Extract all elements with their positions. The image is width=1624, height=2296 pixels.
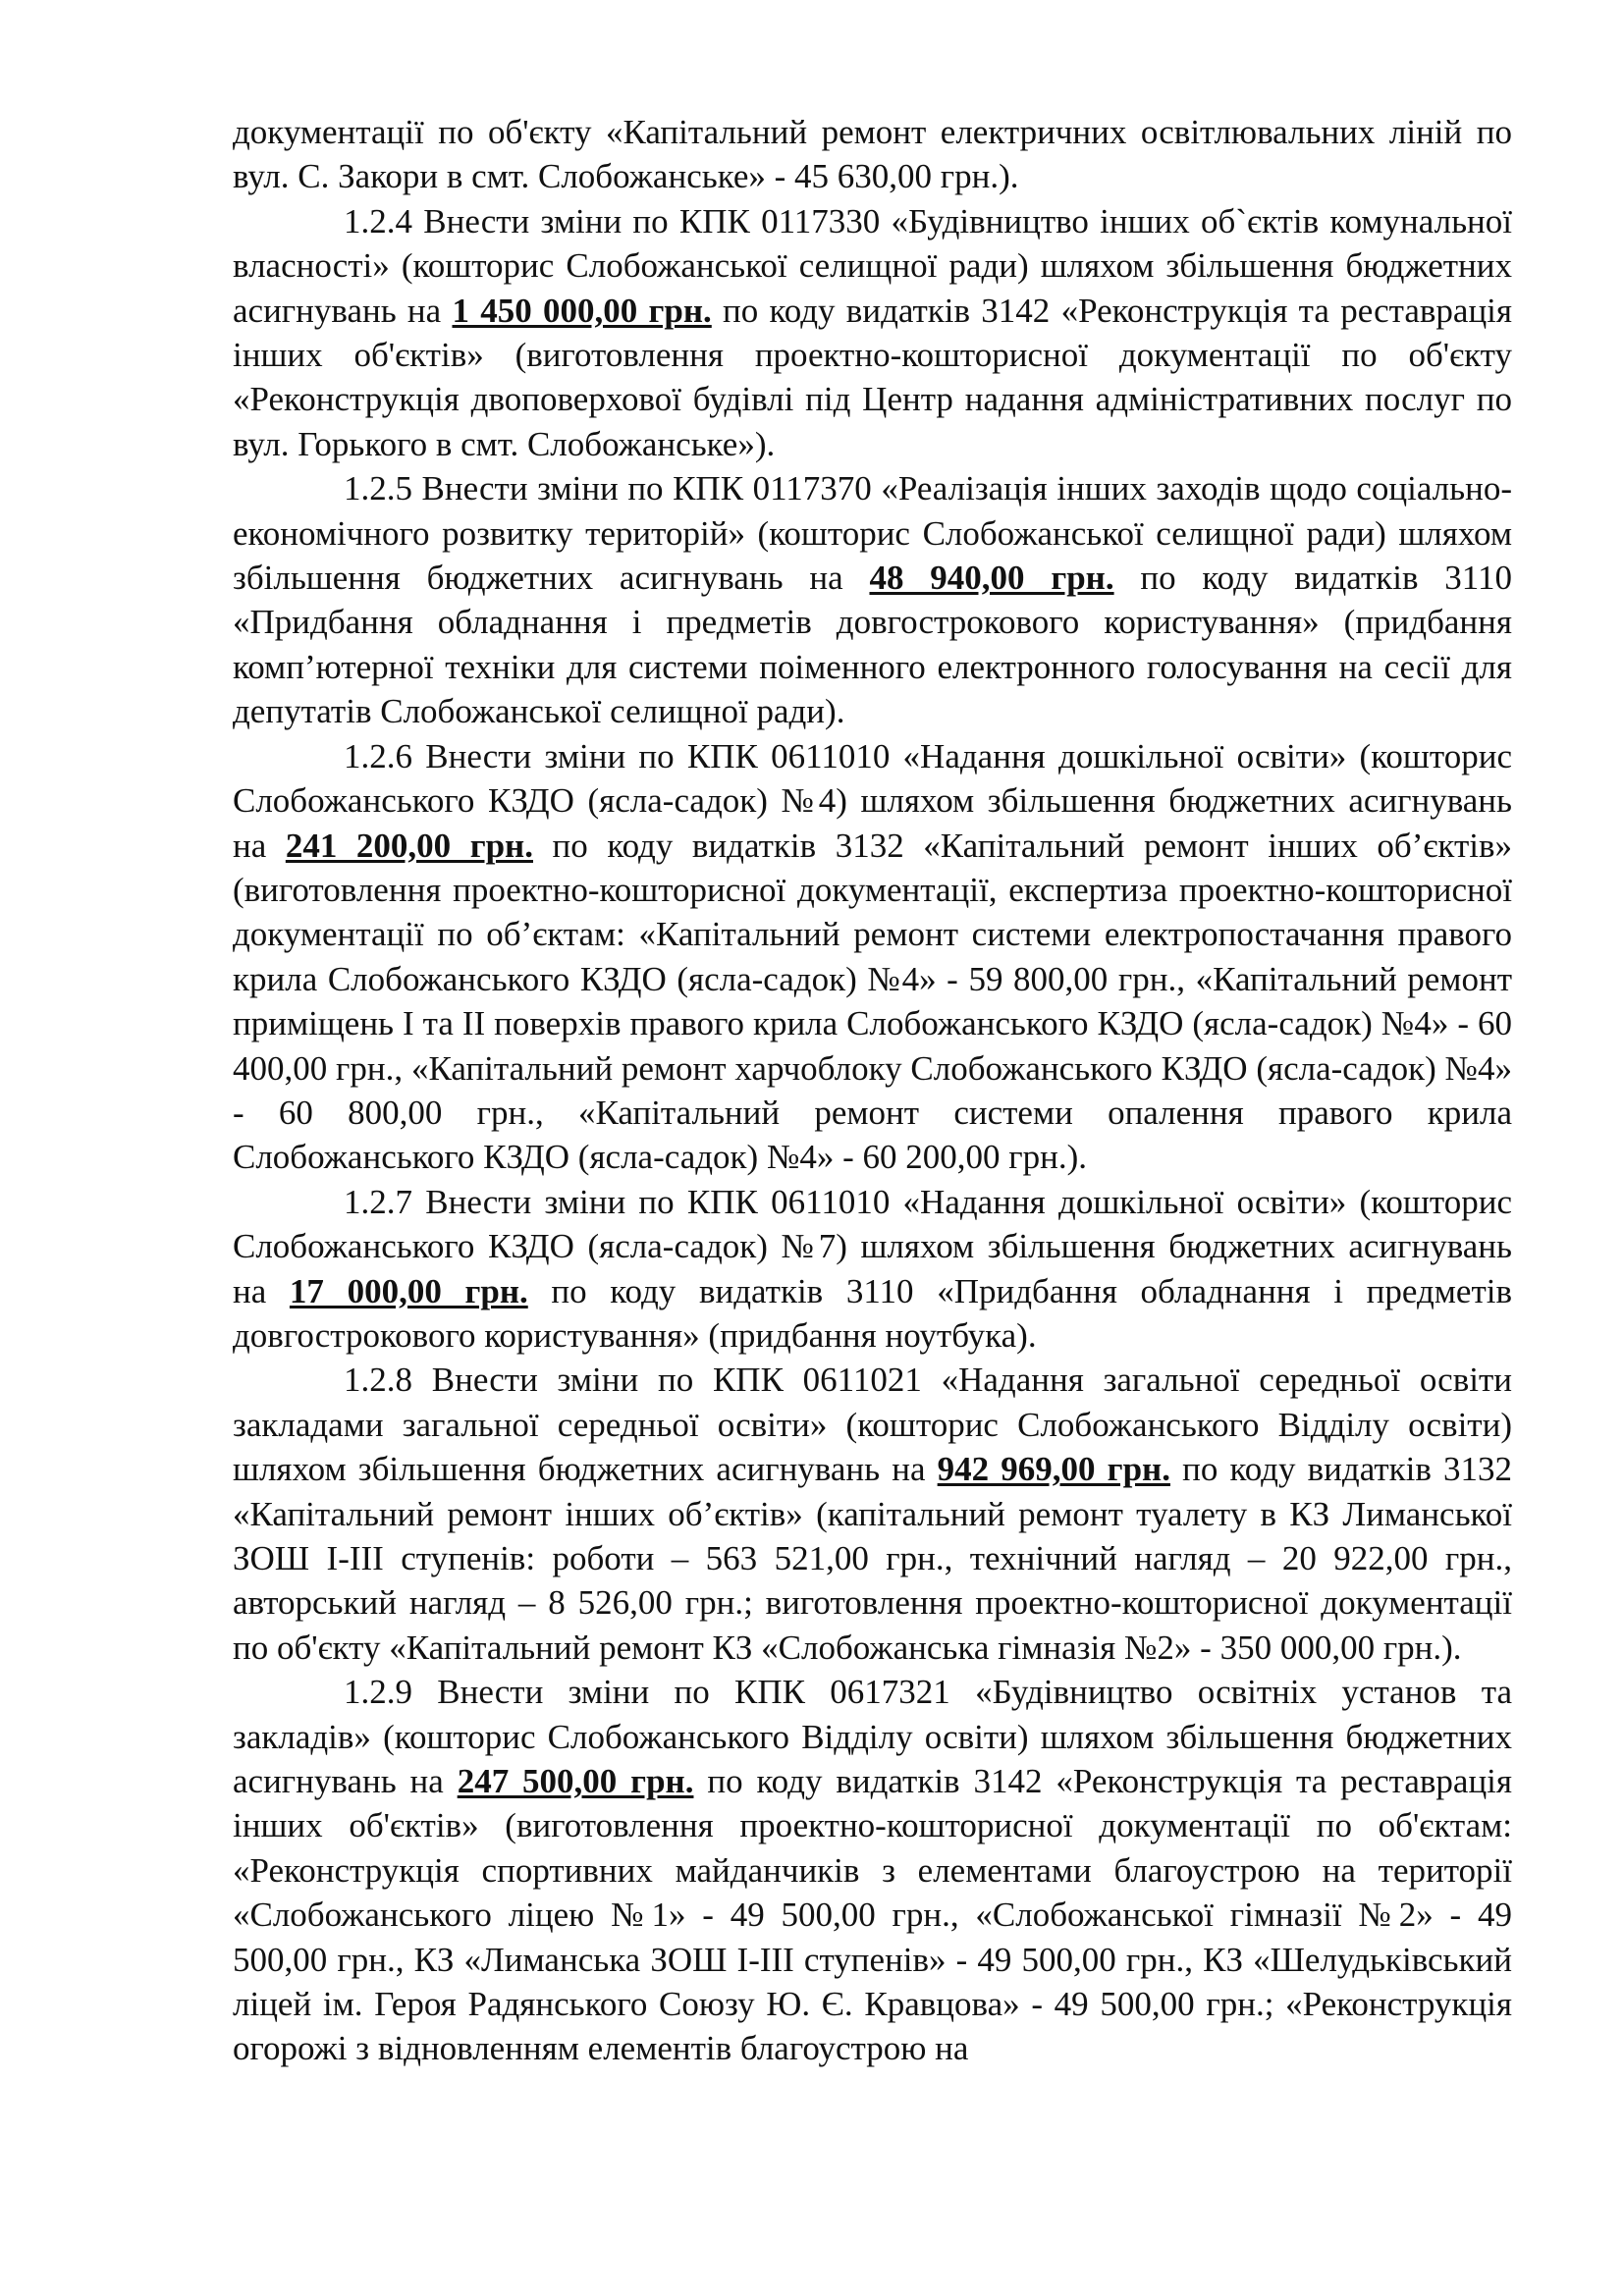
paragraph-continuation [233,110,1512,199]
paragraph-text: 1.2.4 Внести зміни по КПК 0117330 «Будівництво інших об`єктів комунальної власності» (кошторис Слобожанської селищної ради) шляхом збільшення бюджетних асигнувань на [233,201,1512,330]
paragraph-text: по коду видатків 3132 «Капітальний ремонт інших об’єктів» (виготовлення проектно-кошторисної документації, експертиза проектно-кошторисної документації по об’єктам: «Капітальний ремонт системи електропостачання правого крила Слобожанського КЗДО (ясла-садок) №4» - 59 800,00 грн., «Капітальний ремонт приміщень І та ІІ поверхів правого крила Слобожанського КЗДО (ясла-садок) №4» - 60 400,00 грн., «Капітальний ремонт харчоблоку Слобожанського КЗДО (ясла-садок) №4» - 60 800,00 грн., «Капітальний ремонт системи опалення правого крила Слобожанського КЗДО (ясла-садок) №4» - 60 200,00 грн.). [233,826,1512,1177]
paragraph-1-2-9 [233,1670,1512,2071]
amount-highlight: 17 000,00 грн. [289,1271,528,1310]
paragraph-text: по коду видатків 3142 «Реконструкція та реставрація інших об'єктів» (виготовлення проектно-кошторисної документації по об'єктам: «Реконструкція спортивних майданчиків з елементами благоустрою на території «Слобожанського ліцею №1» - 49 500,00 грн., «Слобожанської гімназії №2» - 49 500,00 грн., КЗ «Лиманська ЗОШ І-ІІІ ступенів» - 49 500,00 грн., КЗ «Шелудьківський ліцей ім. Героя Радянського Союзу Ю. Є. Кравцова» - 49 500,00 грн.; «Реконструкція огорожі з відновленням елементів благоустрою на [233,1762,1512,2068]
paragraph-1-2-5 [233,466,1512,733]
paragraph-text: документації по об'єкту «Капітальний ремонт електричних освітлювальних ліній по вул. С. Закори в смт. Слобожанське» - 45 630,00 грн.). [233,113,1512,196]
paragraph-text: 1.2.9 Внести зміни по КПК 0617321 «Будівництво освітніх установ та закладів» (кошторис Слобожанського Відділу освіти) шляхом збільшення бюджетних асигнувань на [233,1673,1512,1801]
paragraph-text: 1.2.6 Внести зміни по КПК 0611010 «Надання дошкільної освіти» (кошторис Слобожанського КЗДО (ясла-садок) №4) шляхом збільшення бюджетних асигнувань на [233,736,1512,865]
paragraph-1-2-6 [233,734,1512,1180]
amount-highlight: 1 450 000,00 грн. [452,291,712,330]
amount-highlight: 942 969,00 грн. [937,1450,1170,1489]
paragraph-text: по коду видатків 3132 «Капітальний ремонт інших об’єктів» (капітальний ремонт туалету в КЗ Лиманської ЗОШ І-ІІІ ступенів: роботи – 563 521,00 грн., технічний нагляд – 20 922,00 грн., авторський нагляд – 8 526,00 грн.; виготовлення проектно-кошторисної документації по об'єкту «Капітальний ремонт КЗ «Слобожанська гімназія №2» - 350 000,00 грн.). [233,1450,1513,1667]
paragraph-text: по коду видатків 3110 «Придбання обладнання і предметів довгострокового користування» (придбання комп’ютерної техніки для системи поіменного електронного голосування на сесії для депутатів Слобожанської селищної ради). [233,559,1512,731]
paragraph-text: 1.2.5 Внести зміни по КПК 0117370 «Реалізація інших заходів щодо соціально-економічного розвитку територій» (кошторис Слобожанської селищної ради) шляхом збільшення бюджетних асигнувань на [233,469,1512,598]
paragraph-text: 1.2.7 Внести зміни по КПК 0611010 «Надання дошкільної освіти» (кошторис Слобожанського КЗДО (ясла-садок) №7) шляхом збільшення бюджетних асигнувань на [233,1182,1512,1310]
paragraph-1-2-7 [233,1180,1512,1359]
paragraph-text: 1.2.8 Внести зміни по КПК 0611021 «Надання загальної середньої освіти закладами загальної середньої освіти» (кошторис Слобожанського Відділу освіти) шляхом збільшення бюджетних асигнувань на [233,1361,1512,1489]
paragraph-text: по коду видатків 3142 «Реконструкція та реставрація інших об'єктів» (виготовлення проектно-кошторисної документації по об'єкту «Реконструкція двоповерхової будівлі під Центр надання адміністративних послуг по вул. Горького в смт. Слобожанське»). [233,291,1513,463]
amount-highlight: 247 500,00 грн. [457,1762,694,1801]
paragraph-1-2-4 [233,199,1512,466]
amount-highlight: 241 200,00 грн. [285,826,533,865]
paragraph-text: по коду видатків 3110 «Придбання обладнання і предметів довгострокового користування» (придбання ноутбука). [233,1271,1512,1355]
paragraph-1-2-8 [233,1358,1512,1670]
amount-highlight: 48 940,00 грн. [869,559,1114,598]
